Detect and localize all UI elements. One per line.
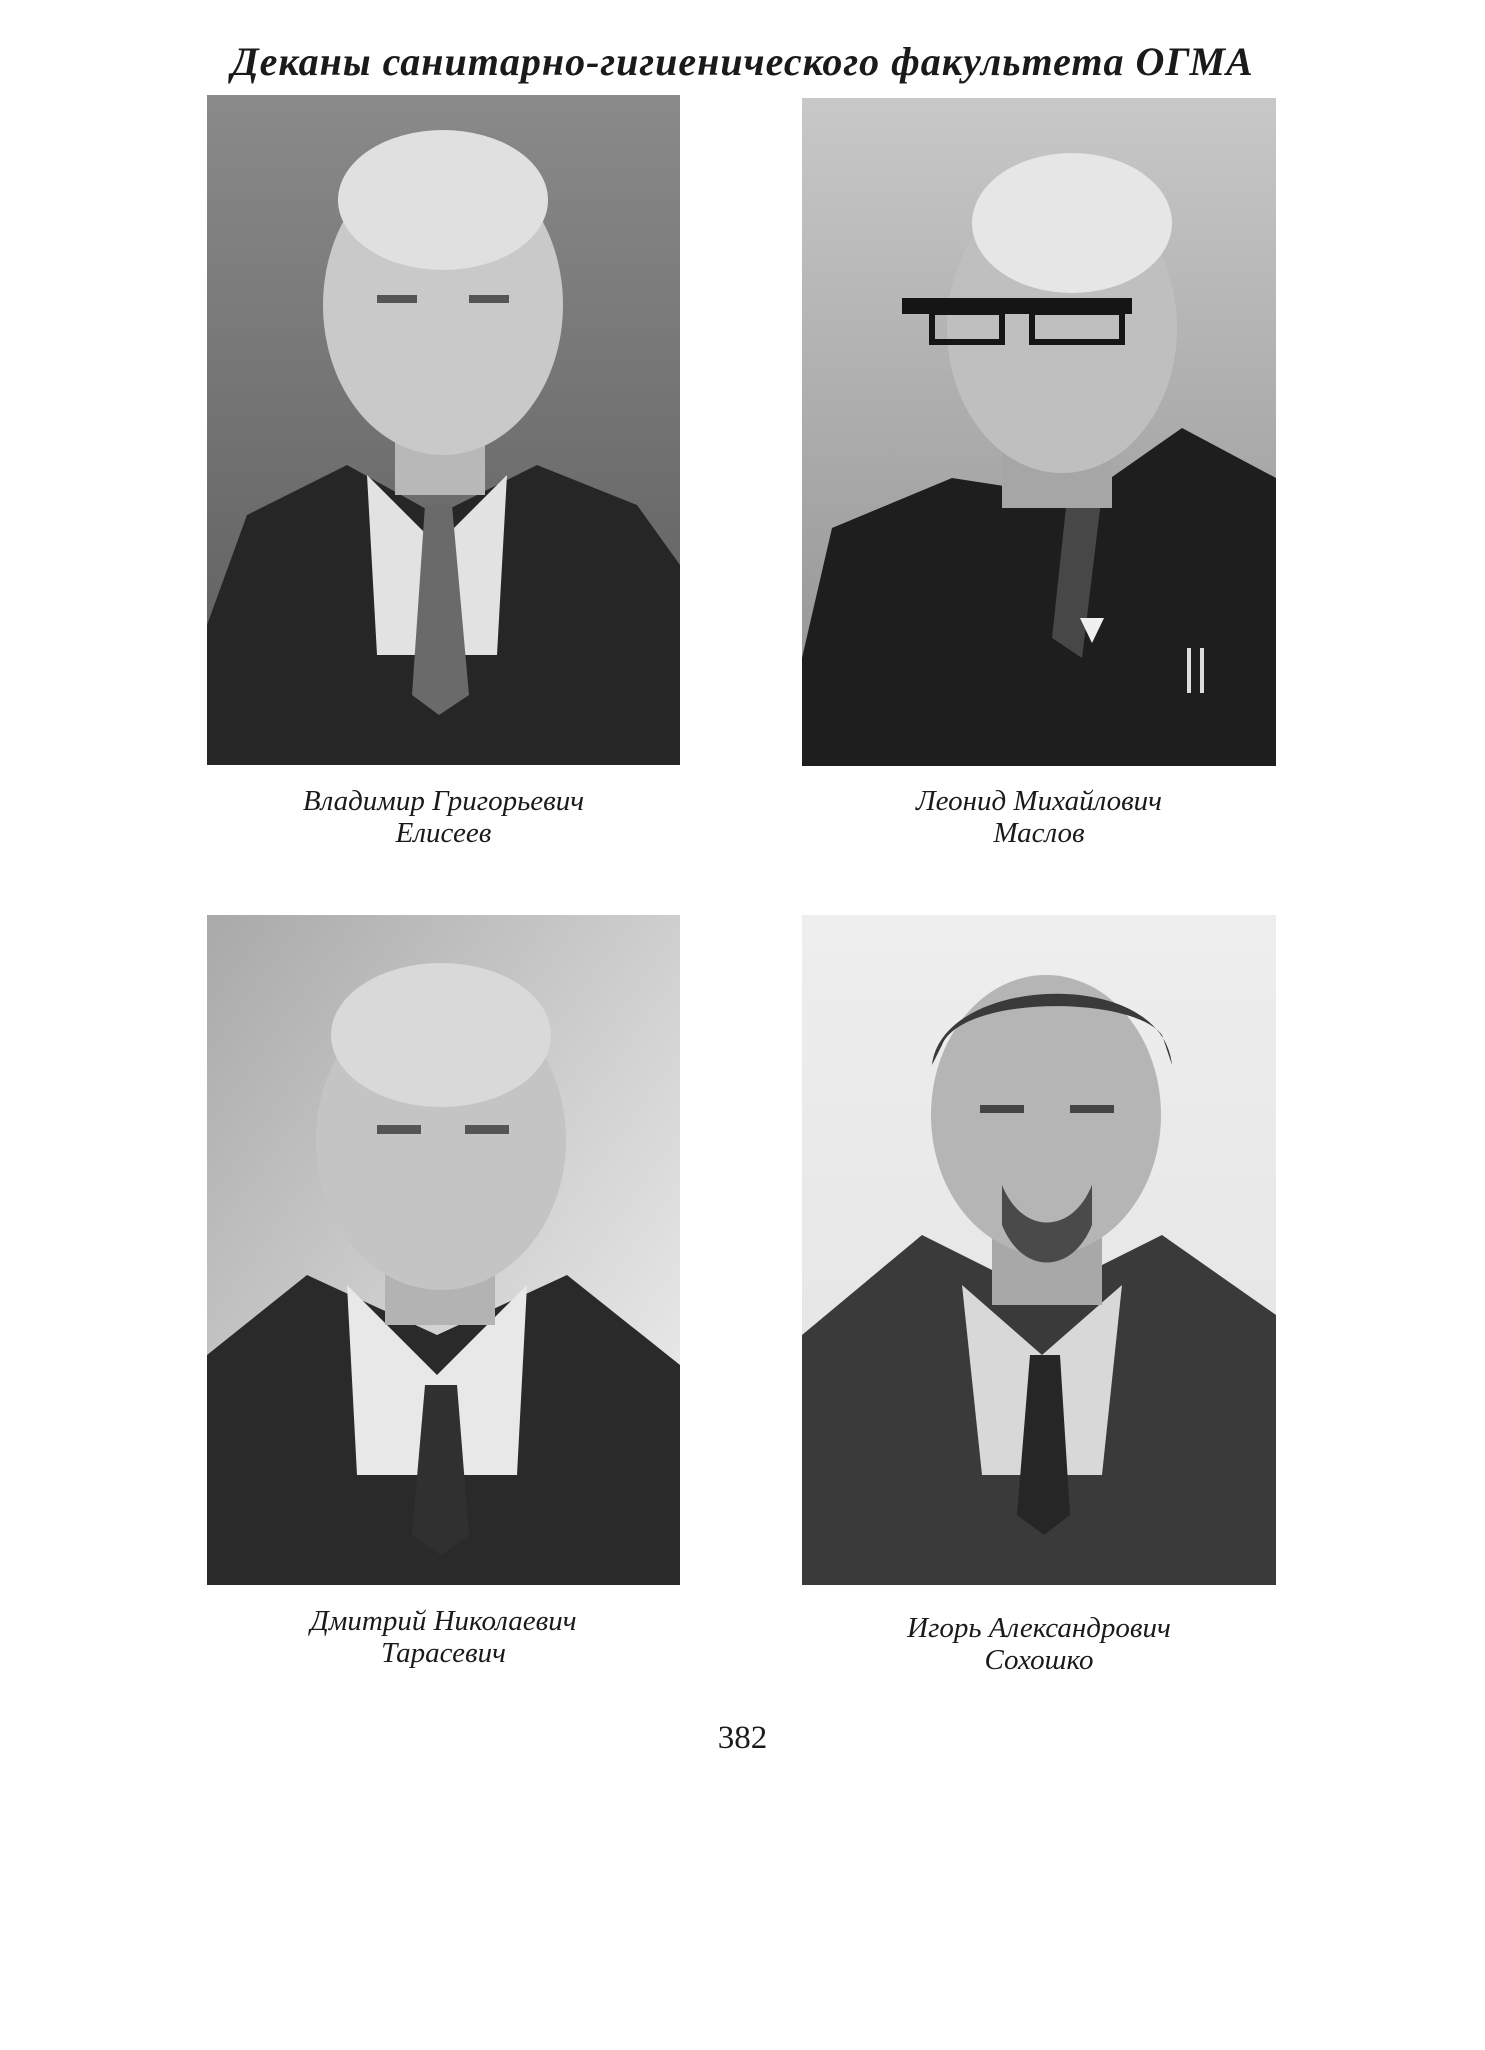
- caption-first-line: Владимир Григорьевич: [302, 785, 585, 817]
- portrait-caption-3: [207, 1605, 680, 1669]
- page-title: Деканы санитарно-гигиенического факультета ОГМА: [231, 39, 1254, 84]
- caption-last-line: Маслов: [993, 817, 1085, 849]
- caption-first-line: Игорь Александрович: [907, 1612, 1171, 1644]
- portrait-caption-2: [802, 785, 1276, 849]
- portrait-caption-4: [802, 1612, 1276, 1676]
- caption-first-line: Дмитрий Николаевич: [310, 1605, 577, 1637]
- caption-last-line: Елисеев: [395, 817, 492, 849]
- portrait-photo-1: [207, 95, 680, 765]
- portrait-photo-3: [207, 915, 680, 1585]
- caption-last-line: Сохошко: [984, 1644, 1094, 1676]
- page-number: 382: [717, 1720, 768, 1756]
- caption-first-line: Леонид Михайлович: [915, 785, 1162, 817]
- portrait-photo-4: [802, 915, 1276, 1585]
- caption-last-line: Тарасевич: [381, 1637, 506, 1669]
- portrait-photo-2: [802, 98, 1276, 766]
- portrait-caption-1: [207, 785, 680, 849]
